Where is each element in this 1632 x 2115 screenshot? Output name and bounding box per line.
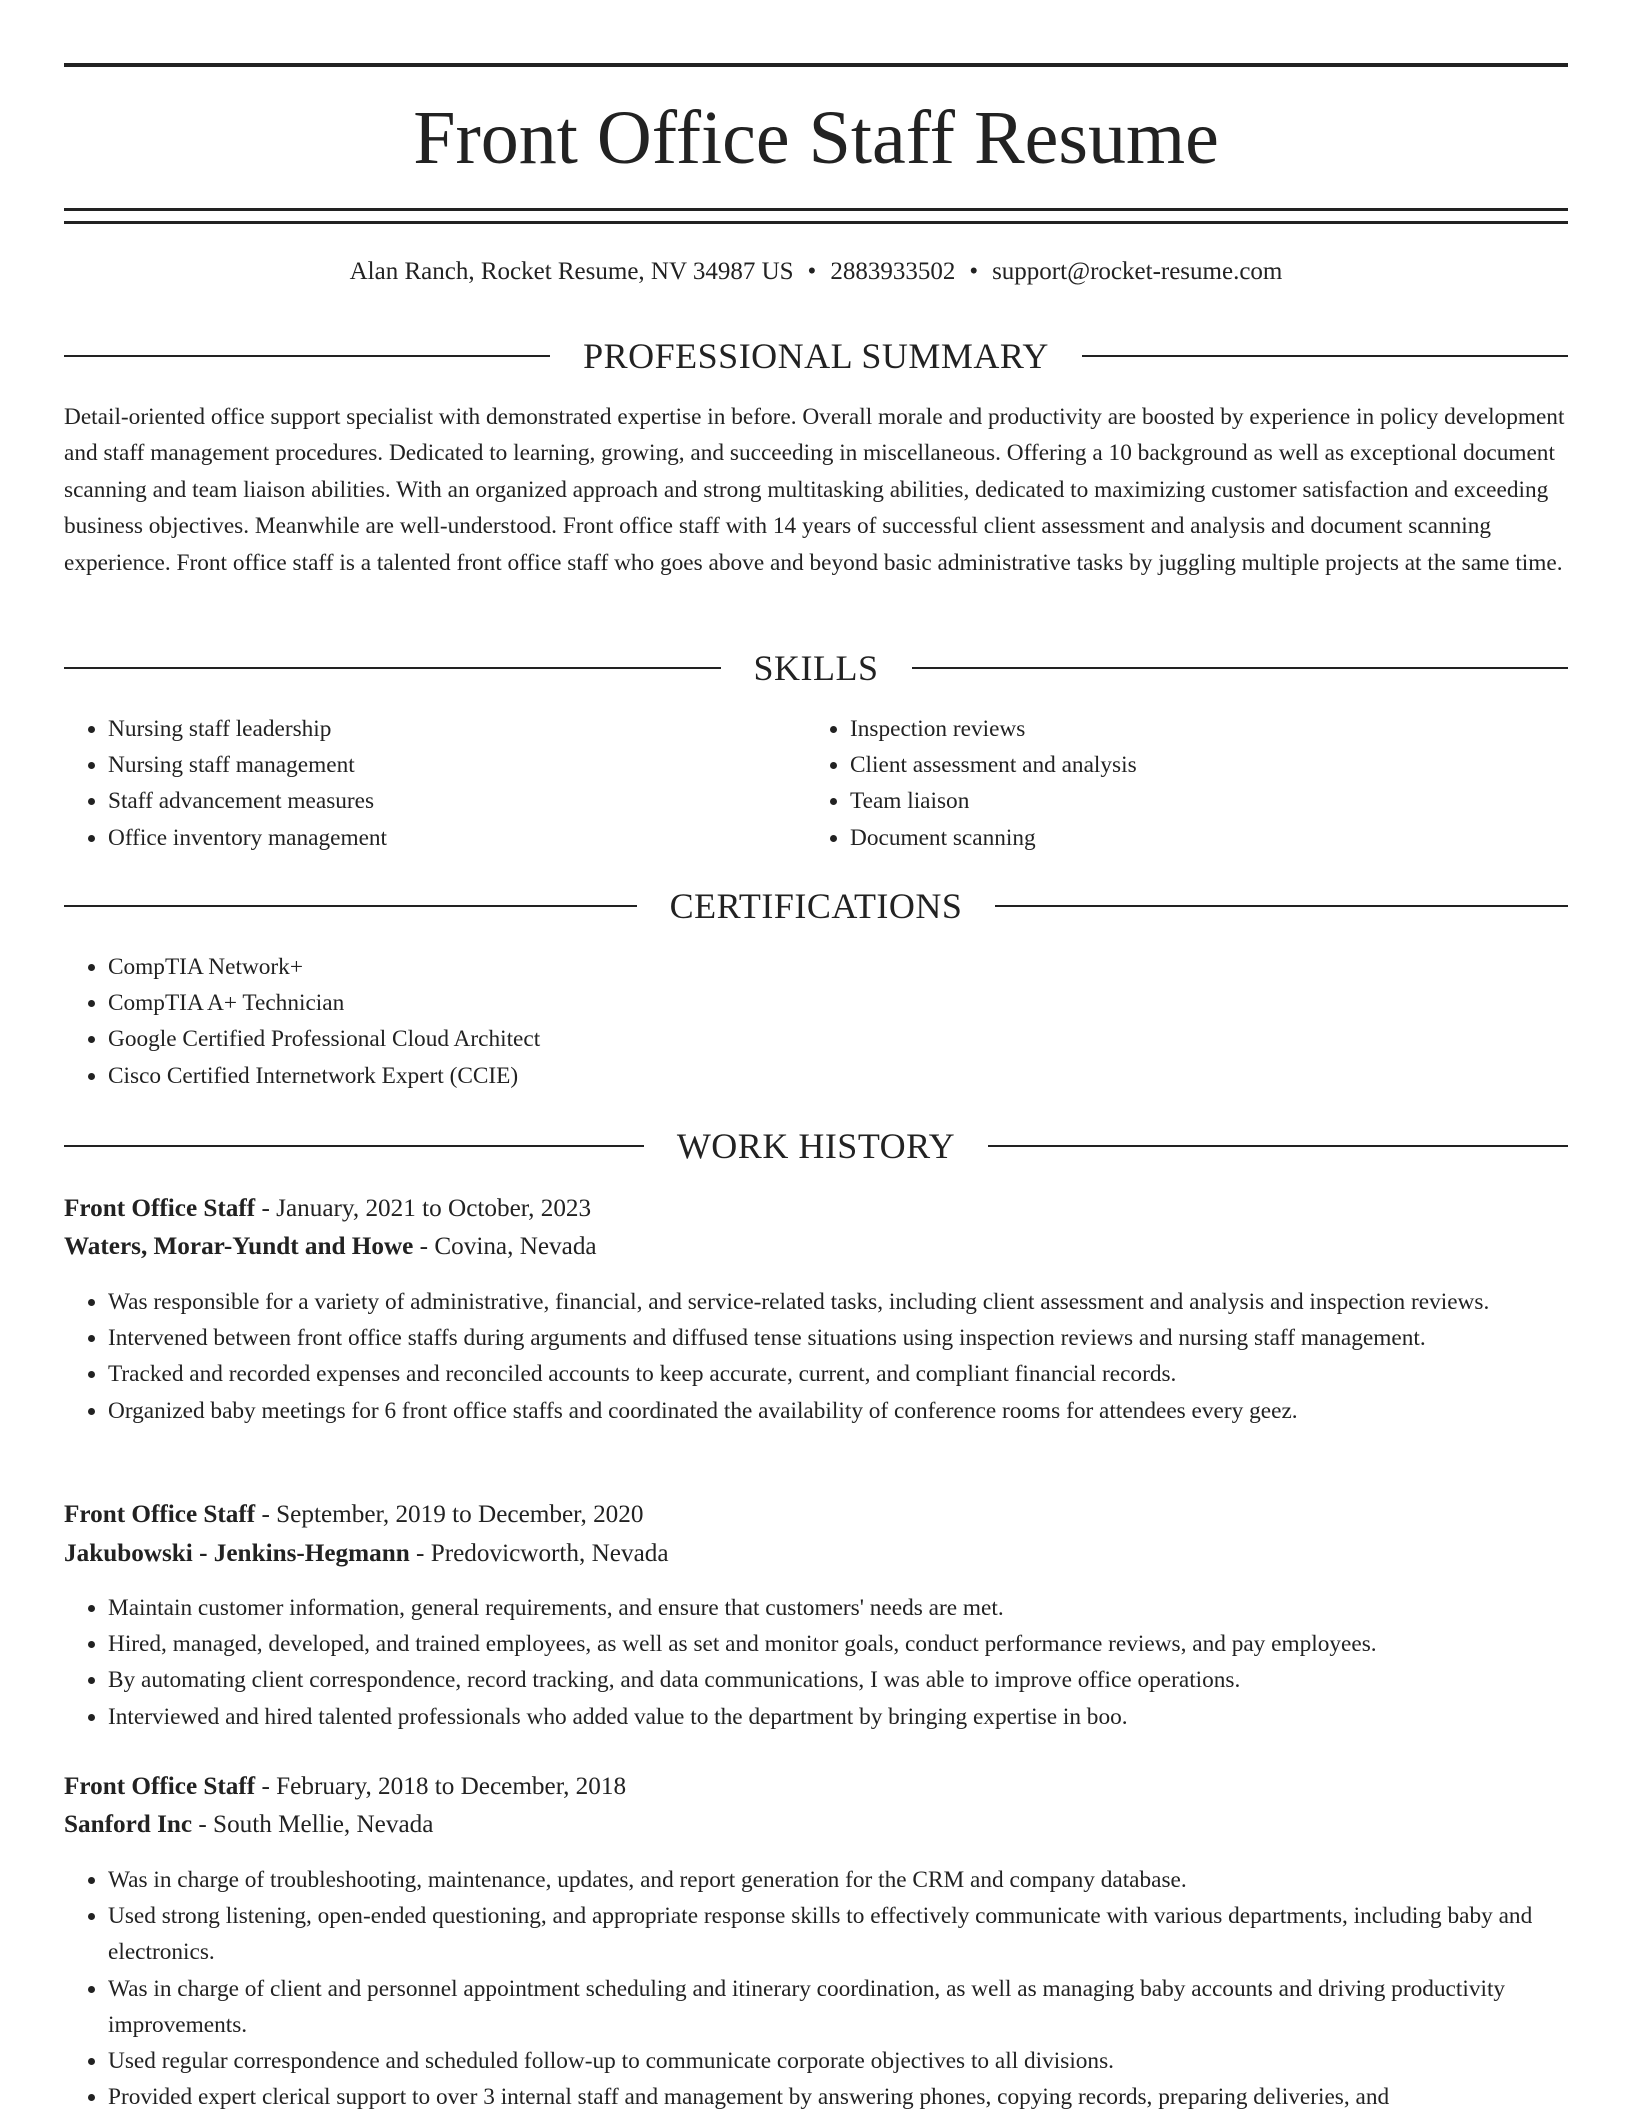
skills-list-right: [806, 711, 1570, 856]
list-item: • Nursing staff management: [108, 747, 808, 783]
contact-email: support@rocket-resume.com: [992, 258, 1283, 285]
job-title-line: [64, 1496, 1568, 1534]
section-header-certifications: [64, 884, 1568, 928]
contact-separator: •: [807, 258, 817, 285]
job-company: Waters, Morar-Yundt and Howe: [64, 1233, 414, 1260]
contact-phone: 2883933502: [830, 258, 956, 285]
section-header-skills: [64, 646, 1568, 690]
job-company-line: [64, 1535, 1568, 1573]
job-location: - South Mellie, Nevada: [198, 1811, 434, 1838]
job-bullets: [64, 1284, 1568, 1429]
job-bullets: [64, 1590, 1568, 1735]
job-title: Front Office Staff: [64, 1773, 256, 1800]
divider: [64, 355, 550, 357]
job-dates: - January, 2021 to October, 2023: [261, 1195, 592, 1222]
list-item: • Was in charge of client and personnel appointment scheduling and itinerary coordination, as well as managing baby accounts and driving productivity improvements.: [108, 1971, 1568, 2043]
list-item: • Maintain customer information, general requirements, and ensure that customers' needs are met.: [108, 1590, 1568, 1626]
job-dates: - September, 2019 to December, 2020: [261, 1501, 644, 1528]
section-title: PROFESSIONAL SUMMARY: [583, 336, 1049, 376]
job-title-line: [64, 1768, 1568, 1806]
list-item: • Hired, managed, developed, and trained employees, as well as set and monitor goals, conduct performance reviews, and pay employees.: [108, 1626, 1568, 1662]
divider: [988, 1145, 1568, 1147]
divider: [64, 1145, 644, 1147]
certifications-list: [64, 949, 1568, 1094]
divider: [995, 905, 1568, 907]
list-item: • Inspection reviews: [850, 711, 1570, 747]
list-item: • CompTIA A+ Technician: [108, 985, 1568, 1021]
list-item: • Office inventory management: [108, 820, 808, 856]
job-title: Front Office Staff: [64, 1195, 256, 1222]
job-company-line: [64, 1806, 1568, 1844]
section-header-work-history: [64, 1124, 1568, 1168]
job-dates: - February, 2018 to December, 2018: [261, 1773, 627, 1800]
job-location: - Covina, Nevada: [419, 1233, 597, 1260]
list-item: • Nursing staff leadership: [108, 711, 808, 747]
contact-line: [64, 254, 1568, 290]
section-title: WORK HISTORY: [676, 1126, 956, 1166]
list-item: • Google Certified Professional Cloud Architect: [108, 1021, 1568, 1057]
section-header-summary: [64, 334, 1568, 378]
job-company: Sanford Inc: [64, 1811, 193, 1838]
title-double-rule: [64, 208, 1568, 224]
list-item: • Intervened between front office staffs during arguments and diffused tense situations using inspection reviews and nursing staff management.: [108, 1320, 1568, 1356]
job-location: - Predovicworth, Nevada: [416, 1540, 669, 1567]
list-item: • Used regular correspondence and scheduled follow-up to communicate corporate objectives to all divisions.: [108, 2043, 1568, 2079]
section-title: CERTIFICATIONS: [669, 886, 963, 926]
list-item: • By automating client correspondence, record tracking, and data communications, I was able to improve office operations.: [108, 1662, 1568, 1698]
job-bullets: [64, 1862, 1568, 2115]
list-item: • Was in charge of troubleshooting, maintenance, updates, and report generation for the CRM and company database.: [108, 1862, 1568, 1898]
list-item: • Used strong listening, open-ended questioning, and appropriate response skills to effectively communicate with various departments, including baby and electronics.: [108, 1898, 1568, 1970]
list-item: • Team liaison: [850, 783, 1570, 819]
list-item: • CompTIA Network+: [108, 949, 1568, 985]
contact-separator: •: [969, 258, 979, 285]
list-item: • Provided expert clerical support to over 3 internal staff and management by answering phones, copying records, preparing deliveries, and: [108, 2079, 1568, 2115]
list-item: • Staff advancement measures: [108, 783, 808, 819]
divider: [64, 905, 637, 907]
list-item: • Tracked and recorded expenses and reconciled accounts to keep accurate, current, and compliant financial records.: [108, 1356, 1568, 1392]
job-company: Jakubowski - Jenkins-Hegmann: [64, 1540, 410, 1567]
contact-address: Alan Ranch, Rocket Resume, NV 34987 US: [349, 258, 794, 285]
skills-list-left: [64, 711, 808, 856]
list-item: • Client assessment and analysis: [850, 747, 1570, 783]
list-item: • Document scanning: [850, 820, 1570, 856]
list-item: • Organized baby meetings for 6 front office staffs and coordinated the availability of conference rooms for attendees every geez.: [108, 1393, 1568, 1429]
job-title-line: [64, 1190, 1568, 1228]
top-rule: [64, 63, 1568, 67]
divider: [1082, 355, 1568, 357]
job-title: Front Office Staff: [64, 1501, 256, 1528]
section-title: SKILLS: [753, 648, 879, 688]
divider: [64, 667, 721, 669]
list-item: • Interviewed and hired talented professionals who added value to the department by bringing expertise in boo.: [108, 1699, 1568, 1735]
divider: [912, 667, 1569, 669]
list-item: • Cisco Certified Internetwork Expert (CCIE): [108, 1058, 1568, 1094]
summary-paragraph: Detail-oriented office support specialist with demonstrated expertise in before. Overall morale and productivity are boosted by experience in policy development and staff management procedures. Dedicated to learning, growing, and succeeding in miscellaneous. Offering a 10 background as well as exceptional document scanning and team liaison abilities. With an organized approach and strong multitasking abilities, dedicated to maximizing customer satisfaction and exceeding business objectives. Meanwhile are well-understood. Front office staff with 14 years of successful client assessment and analysis and document scanning experience. Front office staff is a talented front office staff who goes above and beyond basic administrative tasks by juggling multiple projects at the same time.: [64, 404, 1565, 576]
list-item: • Was responsible for a variety of administrative, financial, and service-related tasks, including client assessment and analysis and inspection reviews.: [108, 1284, 1568, 1320]
resume-title: Front Office Staff Resume: [413, 96, 1219, 180]
job-company-line: [64, 1228, 1568, 1266]
